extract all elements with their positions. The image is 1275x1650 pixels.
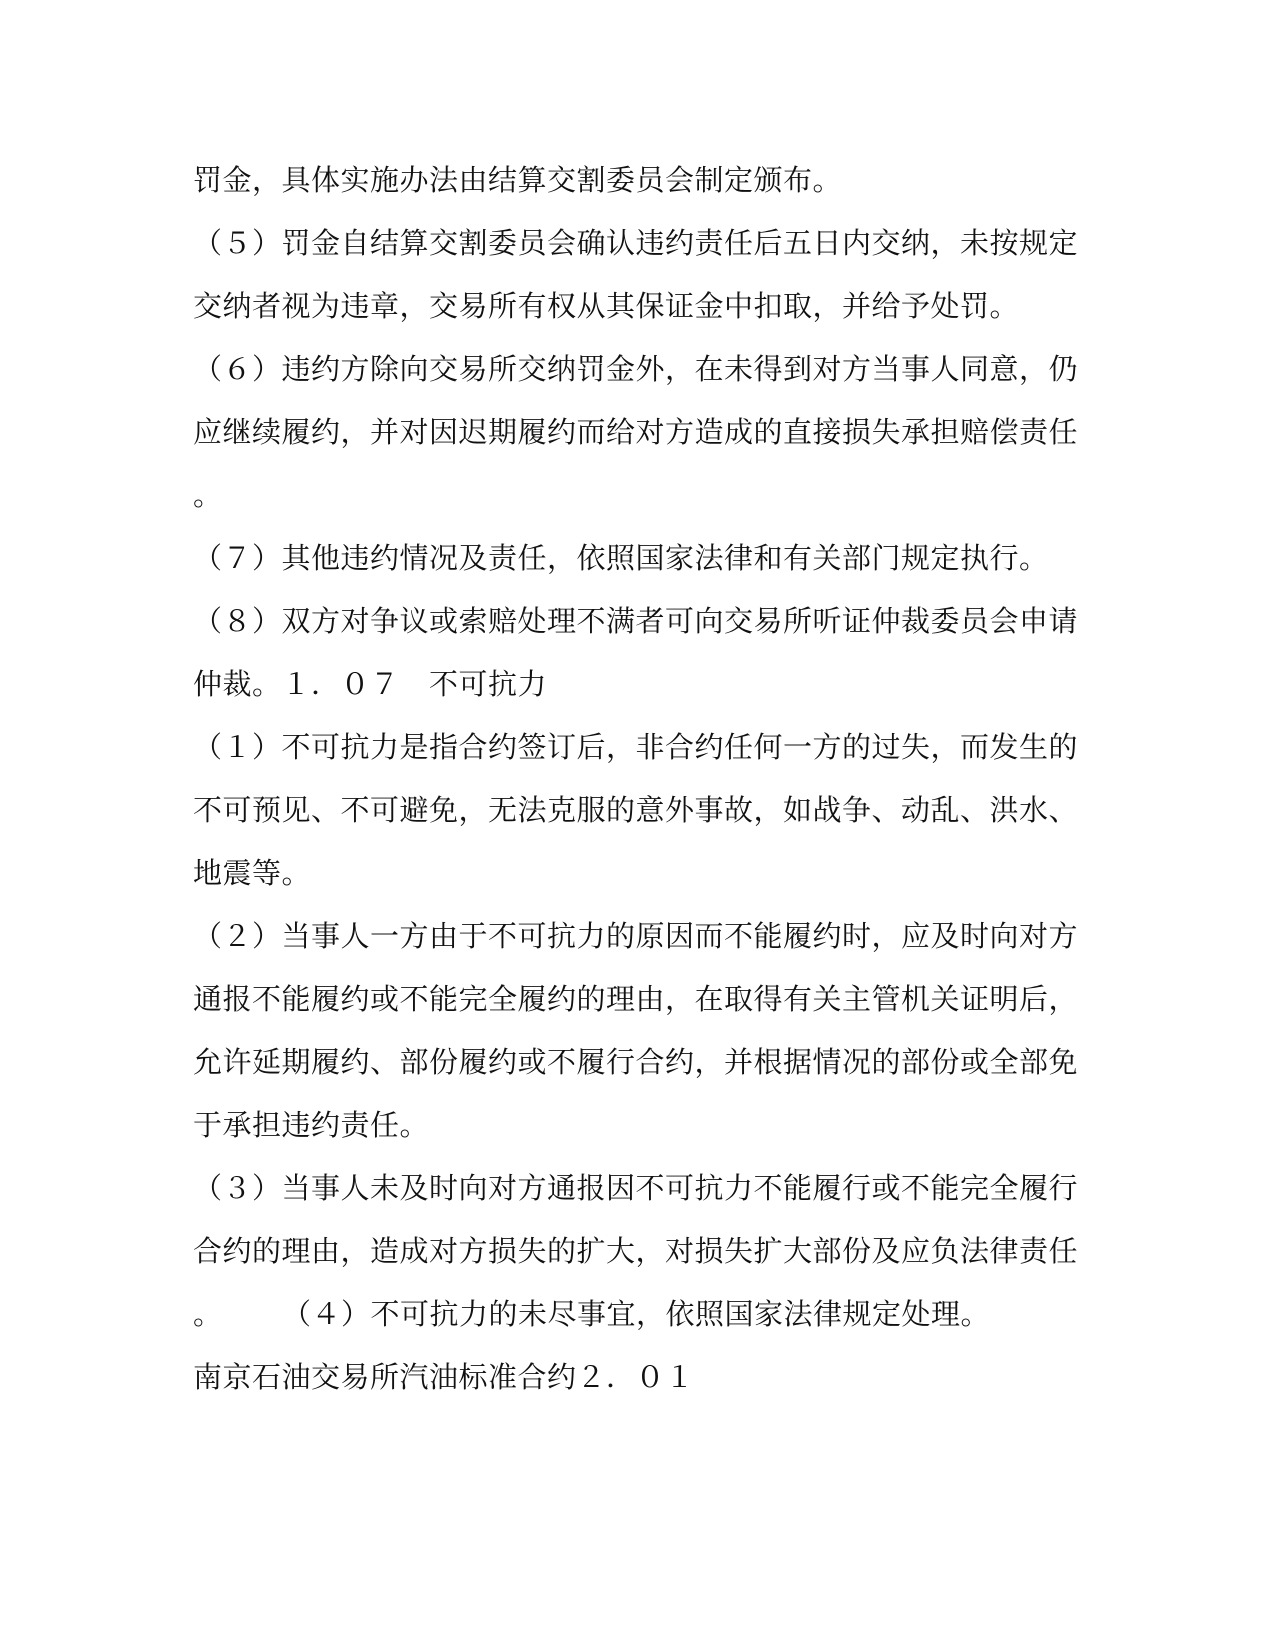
text-line: （３）当事人未及时向对方通报因不可抗力不能履行或不能完全履行 xyxy=(193,1171,1079,1205)
text-line: 允许延期履约、部份履约或不履行合约，并根据情况的部份或全部免 xyxy=(193,1045,1079,1079)
text-line: 。 xyxy=(193,478,223,512)
text-line: 南京石油交易所汽油标准合约２．０１ xyxy=(193,1360,695,1394)
text-line: 交纳者视为违章，交易所有权从其保证金中扣取，并给予处罚。 xyxy=(193,289,1020,323)
text-line: （５）罚金自结算交割委员会确认违约责任后五日内交纳，未按规定 xyxy=(193,226,1079,260)
text-line: 通报不能履约或不能完全履约的理由，在取得有关主管机关证明后， xyxy=(193,982,1079,1016)
text-line: （２）当事人一方由于不可抗力的原因而不能履约时，应及时向对方 xyxy=(193,919,1079,953)
text-line: 于承担违约责任。 xyxy=(193,1108,430,1142)
text-line: 合约的理由，造成对方损失的扩大，对损失扩大部份及应负法律责任 xyxy=(193,1234,1079,1268)
text-line: 应继续履约，并对因迟期履约而给对方造成的直接损失承担赔偿责任 xyxy=(193,415,1079,449)
text-line: （１）不可抗力是指合约签订后，非合约任何一方的过失，而发生的 xyxy=(193,730,1079,764)
text-line: 罚金，具体实施办法由结算交割委员会制定颁布。 xyxy=(193,163,843,197)
text-line: 仲裁。１．０７ 不可抗力 xyxy=(193,667,548,701)
text-line: 地震等。 xyxy=(193,856,312,890)
text-line: 。 （４）不可抗力的未尽事宜，依照国家法律规定处理。 xyxy=(193,1297,991,1331)
text-line: （７）其他违约情况及责任，依照国家法律和有关部门规定执行。 xyxy=(193,541,1049,575)
text-line: 不可预见、不可避免，无法克服的意外事故，如战争、动乱、洪水、 xyxy=(193,793,1079,827)
text-line: （６）违约方除向交易所交纳罚金外，在未得到对方当事人同意，仍 xyxy=(193,352,1079,386)
text-line: （８）双方对争议或索赔处理不满者可向交易所听证仲裁委员会申请 xyxy=(193,604,1079,638)
